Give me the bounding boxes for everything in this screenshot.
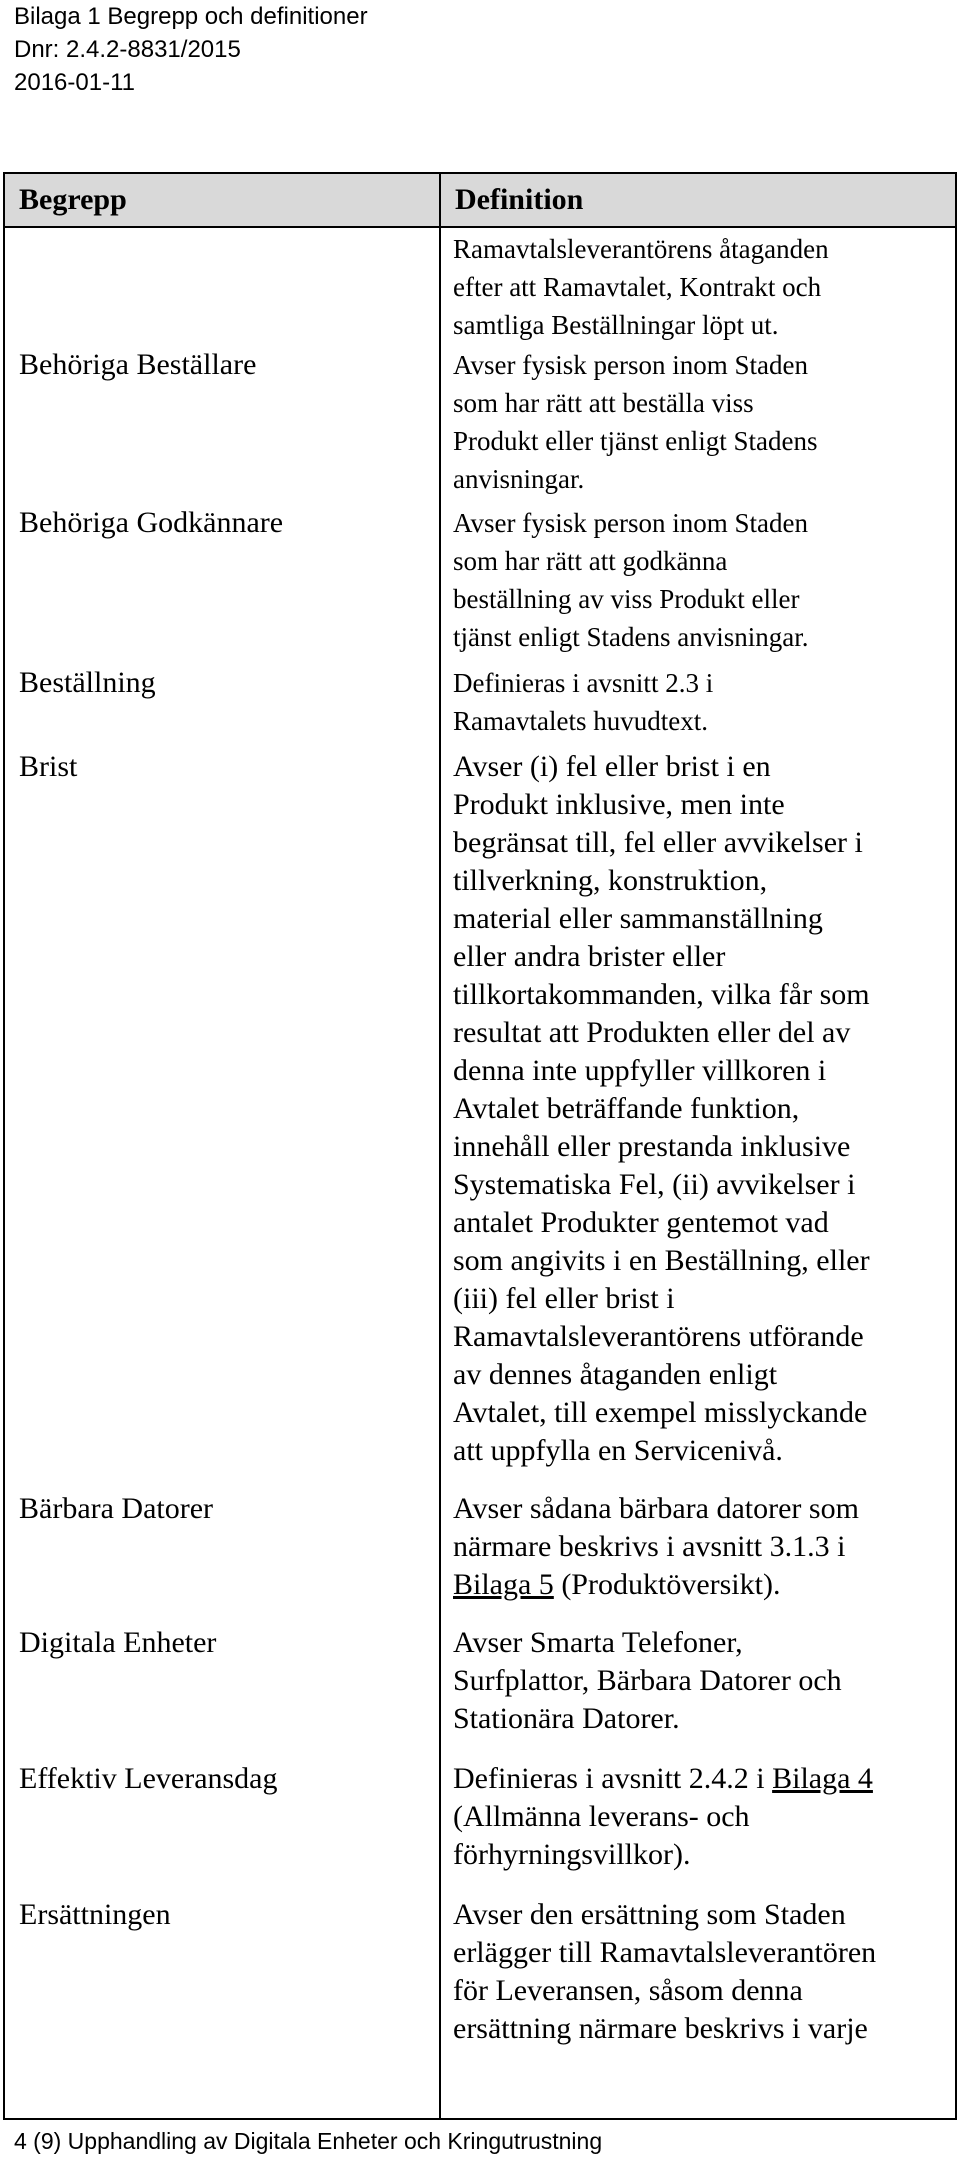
header-reference-number: Dnr: 2.4.2-8831/2015 xyxy=(14,36,241,63)
definition-cell: Avser fysisk person inom Staden som har rätt att godkänna beställning av viss Produkt eller tjänst enligt Stadens anvisningar. xyxy=(453,508,809,652)
definition-cell xyxy=(453,1490,943,1604)
definition-text: Definieras i avsnitt 2.4.2 i xyxy=(453,1762,773,1795)
header-date: 2016-01-11 xyxy=(14,69,135,96)
definition-text: Avser sådana bärbara datorer som närmare beskrivs i avsnitt 3.1.3 i xyxy=(453,1492,859,1563)
definition-cell xyxy=(453,1760,943,1874)
bilaga-5-link[interactable]: Bilaga 5 xyxy=(453,1568,554,1601)
term-cell: Ersättningen xyxy=(19,1898,171,1931)
definition-cell: Avser (i) fel eller brist i en Produkt inklusive, men inte begränsat till, fel eller avvikelser i tillverkning, konstruktion, material eller sammanställning eller andra brister eller tillkortakommanden, vilka får som resultat att Produkten eller del av denna inte uppfyller villkoren i Avtalet beträffande funktion, innehåll eller prestanda inklusive Systematiska Fel, (ii) avvikelser i antalet Produkter gentemot vad som angivits i en Beställning, eller (iii) fel eller brist i Ramavtalsleverantörens utförande av dennes åtaganden enligt Avtalet, till exempel misslyckande att uppfylla en Servicenivå. xyxy=(453,750,870,1467)
term-cell: Behöriga Beställare xyxy=(19,348,257,381)
page-footer: 4 (9) Upphandling av Digitala Enheter och Kringutrustning xyxy=(14,2128,603,2154)
definition-cell: Avser fysisk person inom Staden som har rätt att beställa viss Produkt eller tjänst enligt Stadens anvisningar. xyxy=(453,350,818,494)
table-body xyxy=(5,228,955,2118)
header-title: Bilaga 1 Begrepp och definitioner xyxy=(14,3,368,30)
term-cell: Bärbara Datorer xyxy=(19,1492,214,1525)
term-cell: Behöriga Godkännare xyxy=(19,506,284,539)
bilaga-4-link[interactable]: Bilaga 4 xyxy=(772,1762,873,1795)
definition-cell: Avser den ersättning som Staden erlägger till Ramavtalsleverantören för Leveransen, såsom denna ersättning närmare beskrivs i varje xyxy=(453,1898,877,2045)
definition-text: (Allmänna leverans- och förhyrningsvillkor). xyxy=(453,1800,750,1871)
term-cell: Beställning xyxy=(19,666,156,699)
document-header xyxy=(14,0,368,99)
definition-cell: Avser Smarta Telefoner, Surfplattor, Bärbara Datorer och Stationära Datorer. xyxy=(453,1626,842,1735)
definition-cell: Definieras i avsnitt 2.3 i Ramavtalets huvudtext. xyxy=(453,668,714,736)
definitions-table xyxy=(3,172,957,2120)
column-header-definition: Definition xyxy=(455,183,584,216)
table-header-row xyxy=(5,174,955,228)
term-cell: Effektiv Leveransdag xyxy=(19,1762,278,1795)
column-header-term: Begrepp xyxy=(5,174,441,226)
term-cell: Digitala Enheter xyxy=(19,1626,217,1659)
term-cell: Brist xyxy=(19,750,78,783)
definition-text: (Produktöversikt). xyxy=(553,1568,781,1601)
definition-cell: Ramavtalsleverantörens åtaganden efter att Ramavtalet, Kontrakt och samtliga Beställningar löpt ut. xyxy=(453,234,829,340)
